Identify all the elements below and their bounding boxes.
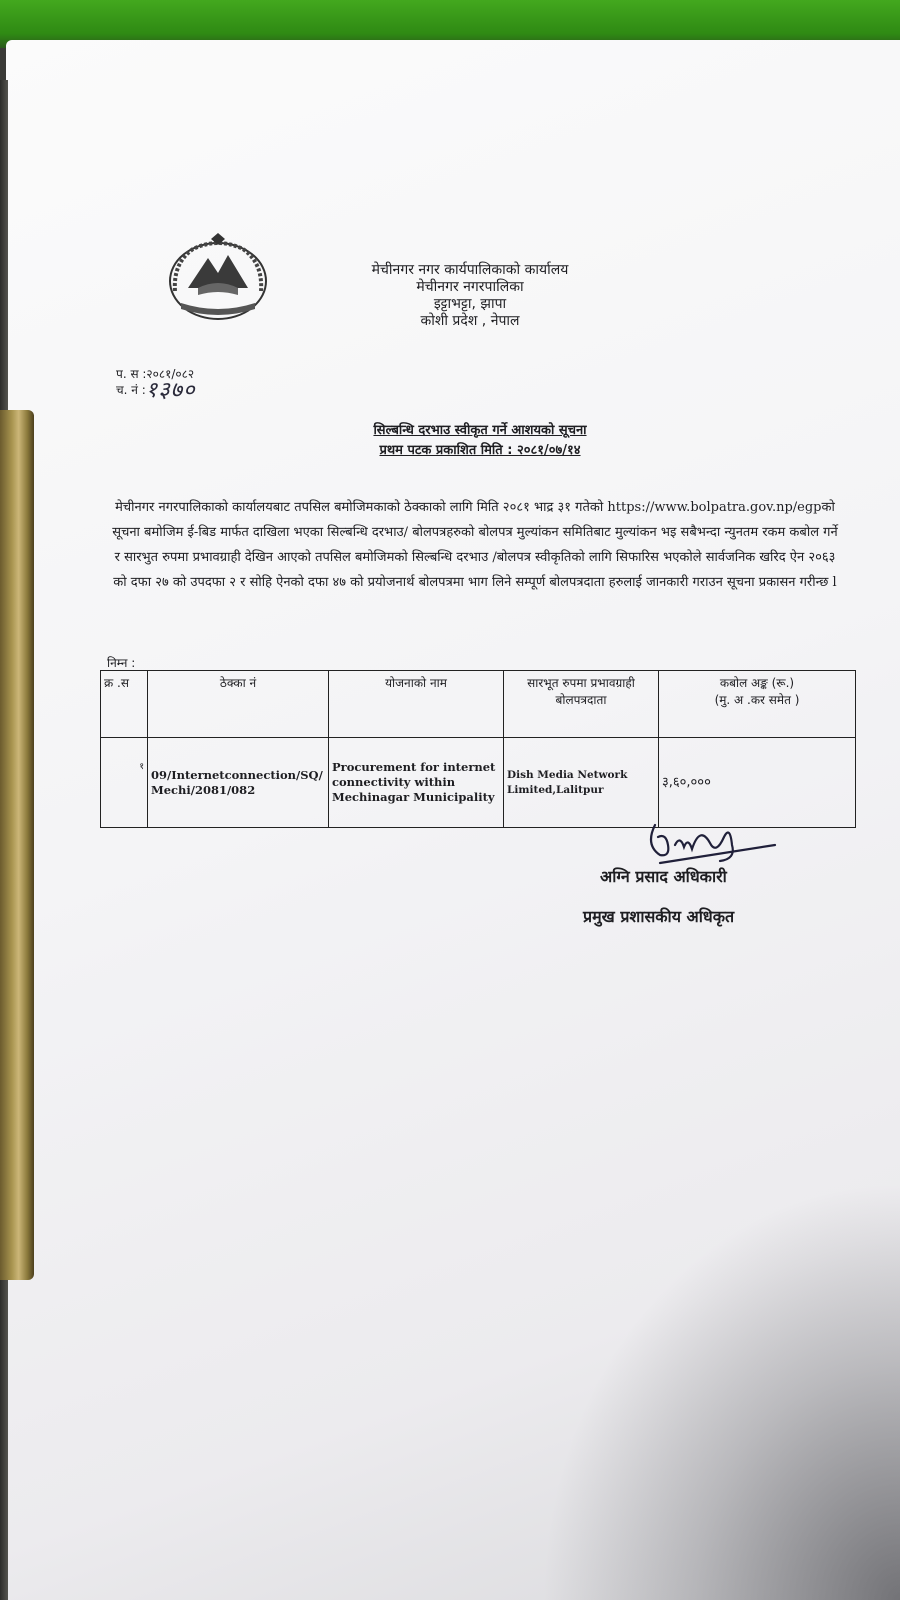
office-address: इट्टाभट्टा, झापा (433, 296, 507, 312)
cell-project: Procurement for internet connectivity within Mechinagar Municipality (329, 738, 504, 828)
province-name: कोशी प्रदेश , नेपाल (420, 313, 520, 329)
reference-numbers (116, 367, 196, 403)
ps-label: प. स : (116, 367, 147, 381)
nepal-emblem-icon (163, 233, 273, 323)
award-table (100, 670, 856, 828)
table-row (101, 738, 856, 828)
notice-title: सिल्बन्धि दरभाउ स्वीकृत गर्ने आशयको सूचना (373, 423, 587, 438)
office-header (330, 262, 610, 330)
header-project: योजनाको नाम (329, 671, 504, 738)
ps-value: २०८१/०८२ (146, 367, 195, 381)
signatory-title: प्रमुख प्रशासकीय अधिकृत (583, 907, 735, 926)
cn-label: च. नं : (116, 383, 146, 397)
cell-amount: ३,६०,००० (659, 738, 856, 828)
office-name: मेचीनगर नगर कार्यपालिकाको कार्यालय (371, 262, 569, 278)
cell-bidder: Dish Media Network Limited,Lalitpur (504, 738, 659, 828)
published-date: प्रथम पटक प्रकाशित मिति : २०८१/०७/१४ (379, 443, 581, 458)
table-header-row (101, 671, 856, 738)
table-caption: निम्न : (107, 656, 136, 670)
header-amount: कबोल अङ्क (रू.) (मु. अ .कर समेत ) (659, 671, 856, 738)
signatory-name: अग्नि प्रसाद अधिकारी (600, 867, 727, 886)
notice-body: मेचीनगर नगरपालिकाको कार्यालयबाट तपसिल बमोजिमकाको ठेक्काको लागि मिति २०८१ भाद्र ३१ गतेको https://www.bolpatra.gov.np/egpको सूचना बमोजिम ई-बिड मार्फत दाखिला भएका सिल्बन्धि दरभाउ/ बोलपत्रहरुको बोलपत्र मुल्यांकन समितिबाट मुल्यांकन भइ सबैभन्दा न्युनतम रकम कबोल गर्ने र सारभुत रुपमा प्रभावग्राही देखिन आएको तपसिल बमोजिमको सिल्बन्धि दरभाउ /बोलपत्र स्वीकृतिको लागि सिफारिस भएकोले सार्वजनिक खरिद ऐन २०६३ को दफा २७ को उपदफा २ र सोहि ऐनको दफा ४७ को प्रयोजनार्थ बोलपत्रमा भाग लिने सम्पूर्ण बोलपत्रदाता हरुलाई जानकारी गराउन सूचना प्रकासन गरीन्छ l (112, 500, 838, 590)
header-sn: क्र .स (101, 671, 148, 738)
municipality-name: मेचीनगर नगरपालिका (416, 279, 524, 295)
binder-clip (0, 410, 34, 1280)
header-bidder: सारभूत रुपमा प्रभावग्राही बोलपत्रदाता (504, 671, 659, 738)
notice-title-block (330, 421, 630, 461)
header-contract-no: ठेक्का नं (148, 671, 329, 738)
cn-value-handwritten: १३७० (145, 378, 196, 403)
cell-contract-no: 09/Internetconnection/SQ/Mechi/2081/082 (148, 738, 329, 828)
cell-sn: १ (101, 738, 148, 828)
